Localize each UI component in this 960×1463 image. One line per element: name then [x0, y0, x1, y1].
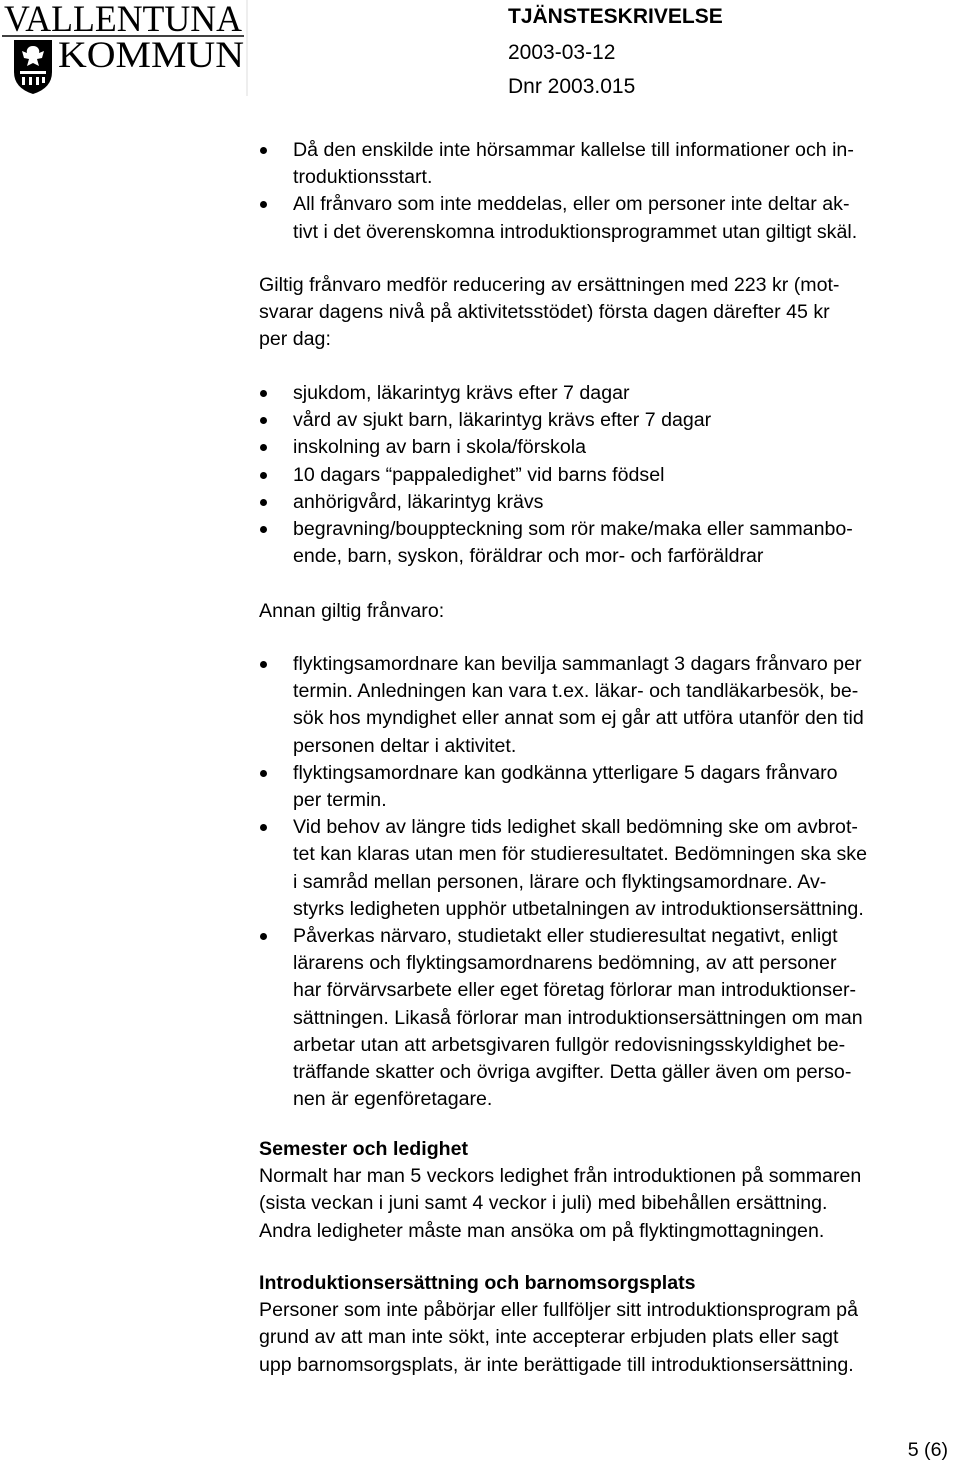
section-heading: Introduktionsersättning och barnomsorgsplats	[259, 1272, 696, 1294]
text-line: tet kan klaras utan men för studieresultatet. Bedömningen ska ske	[293, 843, 867, 866]
text-line: upp barnomsorgsplats, är inte berättigade till introduktionsersättning.	[259, 1353, 854, 1376]
list-item	[259, 380, 959, 407]
text-line: Andra ledigheter måste man ansöka om på flyktingmottagningen.	[259, 1219, 825, 1242]
text-line: 10 dagars “pappaledighet” vid barns födsel	[293, 463, 665, 486]
text-line: vård av sjukt barn, läkarintyg krävs efter 7 dagar	[293, 409, 712, 432]
text-line: troduktionsstart.	[293, 166, 433, 189]
text-line: personen deltar i aktivitet.	[293, 734, 517, 757]
coat-of-arms-icon	[14, 40, 52, 94]
text-line: per termin.	[293, 789, 387, 812]
text-line: begravning/bouppteckning som rör make/maka eller sammanbo-	[293, 518, 853, 541]
childcare-section	[259, 1270, 959, 1379]
text-line: nen är egenföretagare.	[293, 1088, 493, 1111]
text-line: flyktingsamordnare kan bevilja sammanlagt 3 dagars frånvaro per	[293, 653, 862, 675]
other-absence-list	[259, 651, 959, 1113]
text-line: Vid behov av längre tids ledighet skall bedömning ske om avbrot-	[293, 816, 858, 839]
absence-rules-list	[259, 137, 959, 246]
list-item	[259, 651, 959, 760]
list-item	[259, 814, 959, 923]
valid-absence-list	[259, 380, 959, 570]
text-line: sjukdom, läkarintyg krävs efter 7 dagar	[293, 382, 630, 404]
vacation-section	[259, 1136, 959, 1245]
other-absence-label: Annan giltig frånvaro:	[259, 600, 445, 622]
text-line: termin. Anledningen kan vara t.ex. läkar- och tandläkarbesök, be-	[293, 680, 859, 703]
section-heading: Semester och ledighet	[259, 1138, 469, 1160]
list-item	[259, 489, 959, 516]
list-item	[259, 407, 959, 434]
text-line: Normalt har man 5 veckors ledighet från introduktionen på sommaren	[259, 1165, 862, 1188]
text-line: svarar dagens nivå på aktivitetsstödet) första dagen därefter 45 kr	[259, 301, 830, 324]
document-type: TJÄNSTESKRIVELSE	[508, 5, 723, 28]
text-line: sök hos myndighet eller annat som ej går att utföra utanför den tid	[293, 707, 864, 730]
text-line: arbetar utan att arbetsgivaren fullgör redovisningsskyldighet be-	[293, 1033, 846, 1056]
text-line: sättningen. Likaså förlorar man introduktionsersättningen om man	[293, 1006, 863, 1029]
text-line: All frånvaro som inte meddelas, eller om personer inte deltar ak-	[293, 193, 850, 216]
list-item	[259, 760, 959, 814]
text-line: inskolning av barn i skola/förskola	[293, 436, 586, 459]
list-item	[259, 516, 959, 570]
text-line: (sista veckan i juni samt 4 veckor i juli) med bibehållen ersättning.	[259, 1192, 828, 1215]
text-line: lärarens och flyktingsamordnarens bedömning, av att personer	[293, 952, 837, 975]
list-item	[259, 434, 959, 461]
logo-graphic	[0, 0, 248, 96]
text-line: per dag:	[259, 328, 331, 351]
text-line: i samråd mellan personen, lärare och flyktingsamordnare. Av-	[293, 870, 827, 893]
text-line: ende, barn, syskon, föräldrar och mor- och farföräldrar	[293, 545, 764, 568]
page-number: 5 (6)	[907, 1439, 948, 1461]
text-line: träffande skatter och övriga avgifter. Detta gäller även om perso-	[293, 1061, 852, 1084]
text-line: anhörigvård, läkarintyg krävs	[293, 490, 544, 513]
text-line: grund av att man inte sökt, inte accepterar erbjuden plats eller sagt	[259, 1326, 839, 1349]
vallentuna-kommun-logo	[0, 0, 248, 96]
document-date: 2003-03-12	[508, 41, 616, 64]
text-line: tivt i det överenskomna introduktionsprogrammet utan giltigt skäl.	[293, 220, 858, 243]
logo-line2: KOMMUN	[58, 35, 244, 76]
logo-line1: VALLENTUNA	[4, 0, 243, 40]
list-item	[259, 191, 959, 245]
document-number: Dnr 2003.015	[508, 75, 636, 98]
list-item	[259, 137, 959, 191]
valid-absence-paragraph	[259, 272, 959, 354]
text-line: Personer som inte påbörjar eller fullföljer sitt introduktionsprogram på	[259, 1299, 858, 1322]
text-line: styrks ledigheten upphör utbetalningen av introduktionsersättning.	[293, 897, 864, 920]
text-line: flyktingsamordnare kan godkänna ytterligare 5 dagars frånvaro	[293, 761, 838, 784]
list-item	[259, 462, 959, 489]
text-line: Giltig frånvaro medför reducering av ersättningen med 223 kr (mot-	[259, 274, 840, 296]
text-line: Då den enskilde inte hörsammar kallelse till informationer och in-	[293, 139, 854, 161]
text-line: Påverkas närvaro, studietakt eller studieresultat negativt, enligt	[293, 925, 838, 948]
list-item	[259, 923, 959, 1113]
text-line: har förvärvsarbete eller eget företag förlorar man introduktionser-	[293, 979, 857, 1002]
